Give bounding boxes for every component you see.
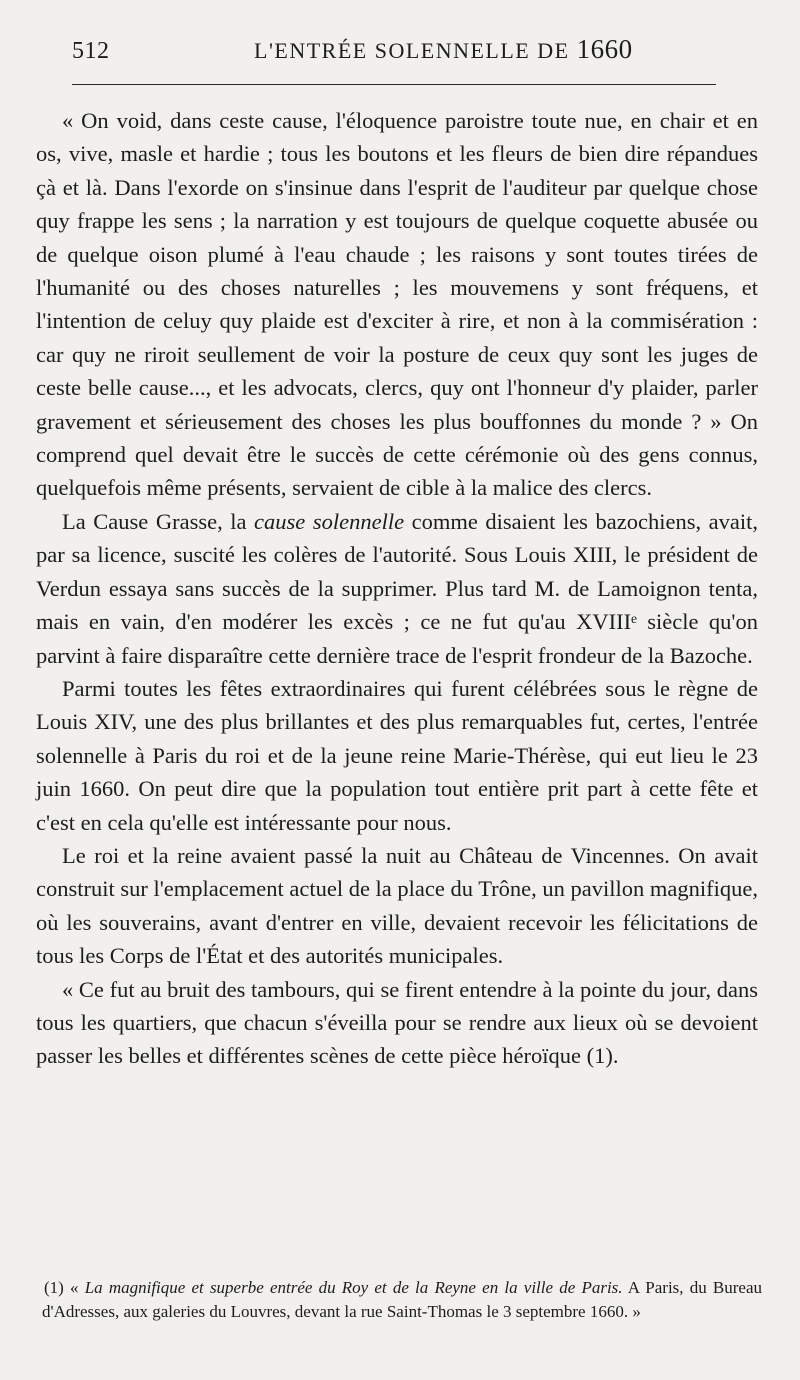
footnote-1 <box>42 1276 762 1324</box>
paragraph-2 <box>36 505 758 672</box>
paragraph-5: « Ce fut au bruit des tambours, qui se firent entendre à la pointe du jour, dans tous les quartiers, que chacun s'éveilla pour se rendre aux lieux où se devoient passer les belles et différentes scènes de cette pièce héroïque (1). <box>36 976 758 1069</box>
paragraph-2-start: La Cause Grasse, la <box>62 508 255 534</box>
footnotes <box>42 1276 762 1324</box>
paragraph-1: « On void, dans ceste cause, l'éloquence paroistre toute nue, en chair et en os, vive, masle et hardie ; tous les boutons et les fleurs de bien dire répandues çà et là. Dans l'exorde on s'insinue dans l'esprit de l'auditeur par quelque chose quy frappe les sens ; la narration y est toujours de quelque coquette abusée ou de quelque oison plumé à l'eau chaude ; les raisons y sont toutes tirées de l'humanité ou des choses naturelles ; les mouvemens y sont fréquens, et l'intention de celuy quy plaide est d'exciter à rire, et non à la commisération : car quy ne riroit seullement de voir la posture de ceux quy sont les juges de ceste belle cause..., et les advocats, clercs, quy ont l'honneur d'y plaider, parler gravement et sérieusement des choses les plus bouffonnes du monde ? » On comprend quel devait être le succès de cette cérémonie où des gens connus, quelquefois même présents, servaient de cible à la malice des clercs. <box>36 108 758 501</box>
paragraph-4: Le roi et la reine avaient passé la nuit au Château de Vincennes. On avait construit sur l'emplacement actuel de la place du Trône, un pavillon magnifique, où les souverains, avant d'entrer en ville, devaient recevoir les félicitations de tous les Corps de l'État et des autorités municipales. <box>36 842 758 969</box>
header-rule <box>72 84 716 85</box>
page-header <box>36 0 760 80</box>
paragraph-2-italic: cause solennelle <box>254 508 405 534</box>
paragraph-2-end: comme disaient les bazochiens, avait, par sa licence, suscité les colères de l'autorité. Sous Louis XIII, le président de Verdun essaya sans succès de la supprimer. Plus tard M. de Lamoignon tenta, mais en vain, d'en modérer les excès ; ce ne fut qu'au XVIIIᵉ siècle qu'on parvint à faire disparaître cette dernière trace de l'esprit frondeur de la Bazoche. <box>36 508 758 668</box>
page-number: 512 <box>72 38 110 64</box>
paragraph-3: Parmi toutes les fêtes extraordinaires qui furent célébrées sous le règne de Louis XIV, une des plus brillantes et des plus remarquables fut, certes, l'entrée solennelle à Paris du roi et de la jeune reine Marie-Thérèse, qui eut lieu le 23 juin 1660. On peut dire que la population tout entière prit part à cette fête et c'est en cela qu'elle est intéressante pour nous. <box>36 675 758 835</box>
footnote-title: La magnifique et superbe entrée du Roy et de la Reyne en la ville de Paris. <box>84 1278 623 1297</box>
running-title <box>254 34 633 65</box>
running-title-year: 1660 <box>576 34 633 64</box>
footnote-marker: (1) « <box>44 1278 85 1297</box>
body-text <box>36 104 758 1073</box>
footnote-rest: A Paris, du Bureau d'Adresses, aux galeries du Louvres, devant la rue Saint-Thomas le 3 septembre 1660. » <box>42 1278 762 1321</box>
running-title-text: L'ENTRÉE SOLENNELLE DE <box>254 38 570 63</box>
